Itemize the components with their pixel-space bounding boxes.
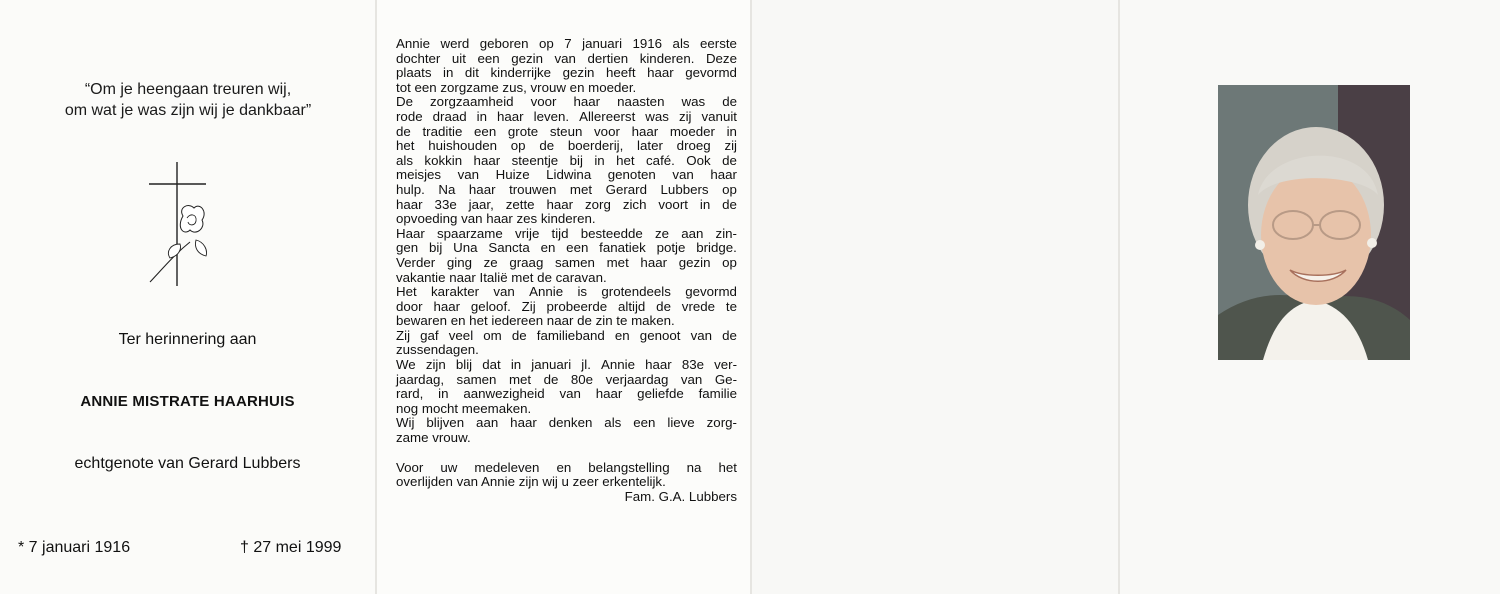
word: steun [549,123,583,139]
word: haar [468,181,496,197]
word: haar [433,298,461,314]
word: bewaren en het iedereen naar de zin te maken. [396,313,675,329]
word: werd [440,36,470,51]
word: in [510,357,522,373]
word: belangstelling [588,459,670,475]
word: spaarzame [437,225,503,241]
word: tijd [551,225,569,241]
word: Annie [396,36,431,51]
word: zorg- [706,415,737,431]
word: Ge- [714,371,737,387]
word: de [722,196,737,212]
word: op [510,138,526,154]
word: januari [531,357,572,373]
word: aan [681,225,704,241]
quote-line: om wat je was zijn wij je dankbaar” [64,102,312,119]
deceased-name: ANNIE MISTRATE HAARHUIS [80,393,295,410]
word: ze [654,225,670,241]
word: 33e [434,196,457,212]
portrait-photo [1218,85,1410,360]
word: gezin [678,254,711,270]
biography-text [396,37,737,504]
word: ver- [714,357,737,373]
biography-line [396,139,737,154]
word: haar [640,254,668,270]
word: Zij [521,298,536,314]
word: leven. [533,108,570,124]
biography-line [396,329,737,344]
word: vrede [681,298,716,314]
word: naasten [617,94,665,110]
word: Allereerst [579,108,636,124]
word: 83e [681,357,704,373]
biography-line [396,373,737,388]
word: de [722,152,737,168]
word: dertien [587,50,629,66]
word: vrije [514,225,540,241]
word: om [483,327,502,343]
word: in [443,65,454,81]
left-panel [0,0,375,594]
word: later [637,138,663,154]
word: in [438,386,449,402]
word: potje [656,240,686,256]
word: altijd [617,298,646,314]
word: aan [476,415,499,431]
word: van [559,386,581,402]
word: gen [396,240,419,256]
word: voor [594,123,620,139]
cross-with-rose-icon [140,158,220,288]
word: dat [482,357,501,373]
word: uit [451,50,466,66]
word: karakter [431,284,480,300]
word: bridge. [696,240,737,256]
word: haar [647,65,674,81]
word: 80e [570,371,594,387]
biography-line [396,125,737,140]
word: zorg [585,196,611,212]
word: haar [573,94,601,110]
word: door [396,298,423,314]
word: in [594,152,605,168]
word: rard, [396,386,424,402]
biography-line [396,387,737,402]
word: fanatiek [599,240,646,256]
biography-line [396,256,737,271]
word: met [606,254,629,270]
word: zette [505,196,535,212]
signature: Fam. G.A. Lubbers [624,488,737,504]
word: gevormd [685,284,737,300]
signature-line [396,490,737,505]
word: de [396,123,411,139]
word: Voor [396,459,424,475]
word: op [722,181,737,197]
word: als [604,415,622,431]
word: We [396,357,416,373]
birth-date: * 7 januari 1916 [18,539,131,556]
word: Huize [495,167,530,183]
biography-line [396,66,737,81]
word: eerste [700,36,737,51]
word: als [672,36,690,51]
word: kokkin [424,152,463,168]
word: haar [631,123,659,139]
word: jaardag, [396,371,445,387]
word: is [577,284,588,300]
word: huishouden [428,138,498,154]
word: was [681,94,706,110]
word: de [511,327,527,343]
word: veel [448,327,474,343]
word: samen [555,254,595,270]
word: Ook [686,152,711,168]
word: de [656,298,671,314]
biography-line [396,271,737,286]
word: haar [546,196,574,212]
word: lieve [667,415,695,431]
word: de [543,371,559,387]
word: dochter [396,50,441,66]
word: ging [446,254,472,270]
word: geliefde [637,386,684,402]
word: samen [456,371,497,387]
word: graag [509,254,544,270]
word: in [476,108,487,124]
word: tot een zorgzame zus, vrouw en moeder. [396,79,637,95]
biography-line [396,431,737,446]
word: hulp. [396,181,425,197]
death-date: † 27 mei 1999 [240,539,342,556]
word: Deze [705,50,737,66]
word: kinderen. [639,50,695,66]
word: grote [507,123,539,139]
word: na [686,459,702,475]
word: vakantie naar Italië met de caravan. [396,269,607,285]
word: het [396,138,415,154]
word: het [616,152,635,168]
biography-line [396,52,737,67]
biography-line [396,314,737,329]
biography-line [396,241,737,256]
word: 7 [564,36,572,51]
word: Zij [396,327,411,343]
word: Haar [396,225,425,241]
word: in [726,123,737,139]
word: haar [497,108,524,124]
word: gezin [562,65,595,81]
quote-line: “Om je heengaan treuren wij, [84,81,292,98]
word: trouwen [509,181,557,197]
biography-line [396,358,737,373]
word: haar [710,167,737,183]
word: draad [432,108,467,124]
biography-line [396,300,737,315]
word: ze [483,254,498,270]
word: opvoeding van haar zes kinderen. [396,211,596,227]
word: overlijden van Annie zijn wij u zeer erkentelijk. [396,474,666,490]
word: De [396,94,413,110]
word: blij [455,357,473,373]
biography-line [396,402,737,417]
biography-line [396,285,737,300]
word: van [680,371,703,387]
word: de [722,327,737,343]
word: gezin [511,50,543,66]
word: geloof. [470,298,511,314]
word: het [718,459,737,475]
word: Verder [396,254,436,270]
word: een [566,240,589,256]
word: van [672,167,694,183]
spouse-text: echtgenote van Gerard Lubbers [74,455,301,472]
word: Wij [396,415,415,431]
biography-line [396,183,737,198]
word: jl. [581,357,591,373]
word: een [633,415,656,431]
word: denken [548,415,593,431]
memorial-quote [30,79,346,121]
word: Gerard [605,181,647,197]
biography-line [396,343,737,358]
biography-line [396,416,737,431]
biography-line [396,227,737,242]
remembrance-text: Ter herinnering aan [118,331,257,348]
closing-line [396,475,737,490]
word: rode [396,108,423,124]
word: verjaardag [605,371,669,387]
word: Na [438,181,456,197]
word: traditie [422,123,463,139]
word: voort [658,196,688,212]
word: gevormd [685,65,737,81]
word: Lubbers [660,181,709,197]
word: een [474,123,497,139]
word: zich [622,196,647,212]
word: in [699,196,711,212]
word: haar [595,386,623,402]
word: de [722,94,737,110]
word: haar [510,415,537,431]
word: nog mocht meemaken. [396,400,532,416]
word: geboren [479,36,529,51]
word: te [725,298,737,314]
word: zame vrouw. [396,430,471,446]
word: voor [530,94,557,110]
word: zij [724,138,737,154]
word: en [540,240,556,256]
biography-line [396,168,737,183]
biography-line [396,110,737,125]
word: blijven [426,415,465,431]
word: kinderrijke [490,65,552,81]
word: zorgzaamheid [430,94,514,110]
word: van [493,284,515,300]
word: met [508,371,532,387]
word: probeerde [546,298,608,314]
word: moeder [669,123,715,139]
word: droeg [676,138,711,154]
word: van [457,167,480,183]
word: bij [429,240,443,256]
word: jaar, [468,196,494,212]
word: van [690,327,713,343]
biography-line [396,81,737,96]
word: gaf [420,327,439,343]
word: als [396,152,413,168]
word: heeft [605,65,636,81]
word: aanwezigheid [463,386,545,402]
word: met [569,181,593,197]
biography-line [396,198,737,213]
word: was [645,108,669,124]
word: genoten [607,167,656,183]
word: en [556,459,572,475]
word: plaats [396,65,432,81]
word: Sancta [488,240,530,256]
word: familieband [536,327,605,343]
biography-line [396,37,737,52]
word: haar [473,152,501,168]
word: 1916 [632,36,663,51]
word: een [477,50,500,66]
word: besteedde [580,225,643,241]
word: haar [645,357,672,373]
biography-paragraphs [396,37,737,446]
word: medeleven [474,459,540,475]
word: zijn [425,357,446,373]
word: op [722,254,737,270]
word: genoot [639,327,681,343]
word: Annie [529,284,564,300]
word: meisjes [396,167,442,183]
word: Una [453,240,478,256]
word: steentje [511,152,559,168]
word: Het [396,284,417,300]
word: Annie [600,357,635,373]
word: grotendeels [601,284,671,300]
word: dit [464,65,479,81]
word: familie [698,386,737,402]
biography-line [396,95,737,110]
word: boerderij, [567,138,624,154]
word: op [539,36,554,51]
word: café. [646,152,675,168]
word: de [539,138,555,154]
word: en [614,327,630,343]
word: bij [569,152,583,168]
word: Lidwina [546,167,592,183]
blank-panel [752,0,1118,594]
spacer [396,446,737,461]
word: van [554,50,576,66]
closing-line [396,461,737,476]
word: uw [440,459,458,475]
biography-line [396,212,737,227]
word: vanuit [701,108,737,124]
word: januari [582,36,623,51]
word: zussendagen. [396,342,479,358]
word: zij [678,108,692,124]
biography-line [396,154,737,169]
word: haar [396,196,423,212]
word: zin- [715,225,737,241]
